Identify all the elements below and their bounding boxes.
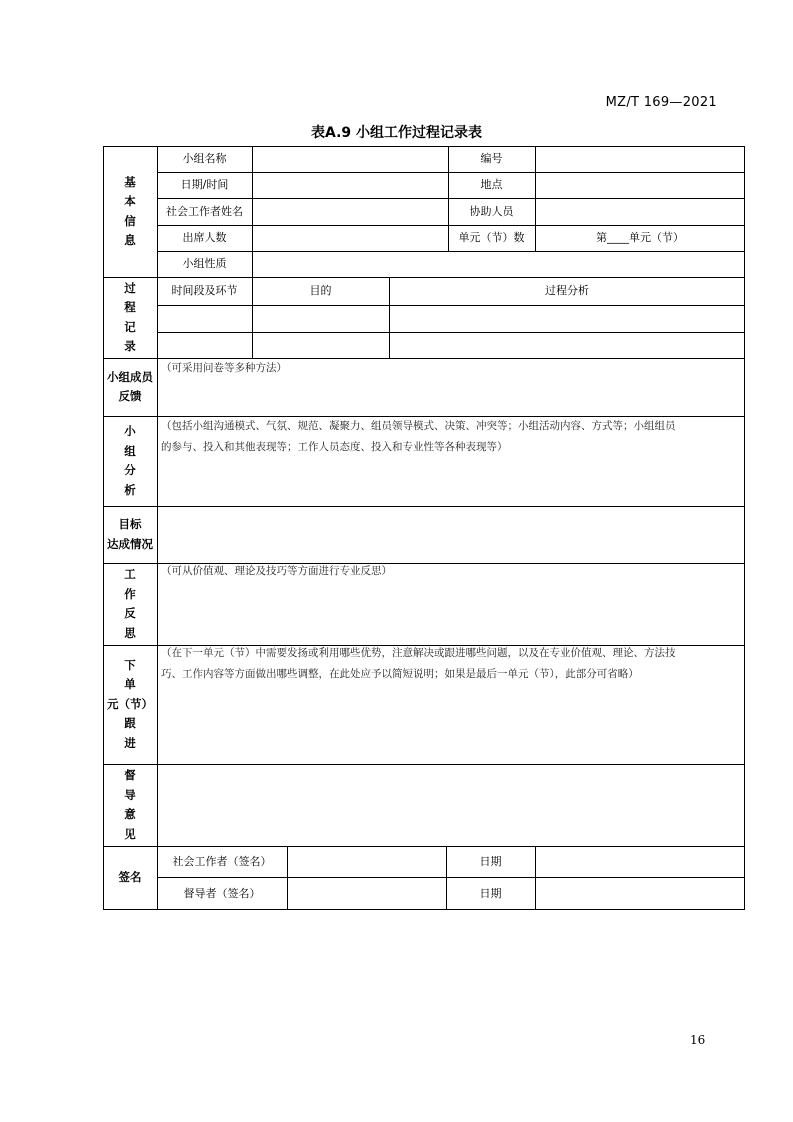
process-row-2-time[interactable] (157, 332, 252, 358)
followup-note[interactable] (161, 643, 745, 685)
group-nature-field[interactable] (252, 251, 745, 277)
assistant-field[interactable] (535, 198, 745, 225)
basic-info-label: 基 本 信 息 (124, 174, 136, 247)
supervision-label: 督 导 意 见 (124, 768, 136, 841)
column-header-time: 时间段及环节 (171, 284, 238, 298)
process-row-1-analysis[interactable] (389, 305, 745, 332)
process-record-label: 过 程 记 录 (124, 280, 136, 353)
analysis-note-line-1: （包括小组沟通模式、气氛、规范、凝聚力、组员领导模式、决策、冲突等；小组活动内容、方式等；小组组员 (161, 420, 676, 432)
standard-code: MZ/T 169—2021 (605, 95, 717, 110)
assistant-label: 协助人员 (469, 204, 514, 218)
process-row-2-purpose[interactable] (252, 332, 389, 358)
unit-count-value[interactable]: 第____单元（节） (596, 231, 684, 245)
reflection-note[interactable]: （可从价值观、理论及技巧等方面进行专业反思） (161, 565, 392, 577)
worker-name-field[interactable] (252, 198, 448, 225)
table-title: 表A.9 小组工作过程记录表 (310, 125, 483, 141)
goal-label: 目标 达成情况 (107, 517, 153, 551)
analysis-label: 小 组 分 析 (124, 424, 136, 497)
worker-name-label: 社会工作者姓名 (166, 204, 243, 218)
attendance-label: 出席人数 (182, 231, 227, 245)
supervision-field[interactable] (157, 764, 745, 846)
followup-note-line-1: （在下一单元（节）中需要发扬或利用哪些优势，注意解决或跟进哪些问题，以及在专业价值观、理论、方法技 (161, 647, 676, 659)
reflection-label: 工 作 反 思 (124, 567, 136, 640)
attendance-field[interactable] (252, 225, 448, 251)
datetime-field[interactable] (252, 172, 448, 198)
datetime-label: 日期/时间 (180, 178, 229, 192)
location-label: 地点 (480, 178, 503, 192)
number-field[interactable] (535, 146, 745, 172)
process-row-1-purpose[interactable] (252, 305, 389, 332)
group-name-field[interactable] (252, 146, 448, 172)
supervisor-sign-label: 督导者（签名） (183, 886, 261, 900)
analysis-note[interactable] (161, 416, 745, 458)
group-name-label: 小组名称 (182, 152, 227, 166)
feedback-label: 小组成员 反馈 (107, 369, 153, 403)
location-field[interactable] (535, 172, 745, 198)
analysis-note-line-2: 的参与、投入和其他表现等；工作人员态度、投入和专业性等各种表现等） (161, 441, 508, 453)
unit-count-label: 单元（节）数 (458, 231, 525, 245)
date2-field[interactable] (535, 877, 745, 910)
process-row-2-analysis[interactable] (389, 332, 745, 358)
group-nature-label: 小组性质 (182, 257, 227, 271)
process-row-1-time[interactable] (157, 305, 252, 332)
feedback-note[interactable]: （可采用问卷等多种方法） (161, 362, 287, 374)
number-label: 编号 (480, 152, 503, 166)
signature-label: 签名 (118, 870, 142, 885)
goal-field[interactable] (157, 506, 745, 563)
date2-label: 日期 (479, 886, 502, 900)
page-number: 16 (690, 1033, 706, 1047)
worker-sign-label: 社会工作者（签名） (172, 854, 272, 868)
column-header-purpose: 目的 (309, 284, 332, 298)
date1-field[interactable] (535, 846, 745, 877)
date1-label: 日期 (479, 854, 502, 868)
followup-label: 下 单 元（节） 跟 进 (107, 657, 153, 750)
worker-sign-field[interactable] (287, 846, 446, 877)
supervisor-sign-field[interactable] (287, 877, 446, 910)
column-header-analysis: 过程分析 (545, 284, 589, 298)
followup-note-line-2: 巧、工作内容等方面做出哪些调整，在此处应予以简短说明；如果是最后一单元（节），此部分可省略） (161, 668, 639, 680)
record-form (103, 146, 746, 911)
